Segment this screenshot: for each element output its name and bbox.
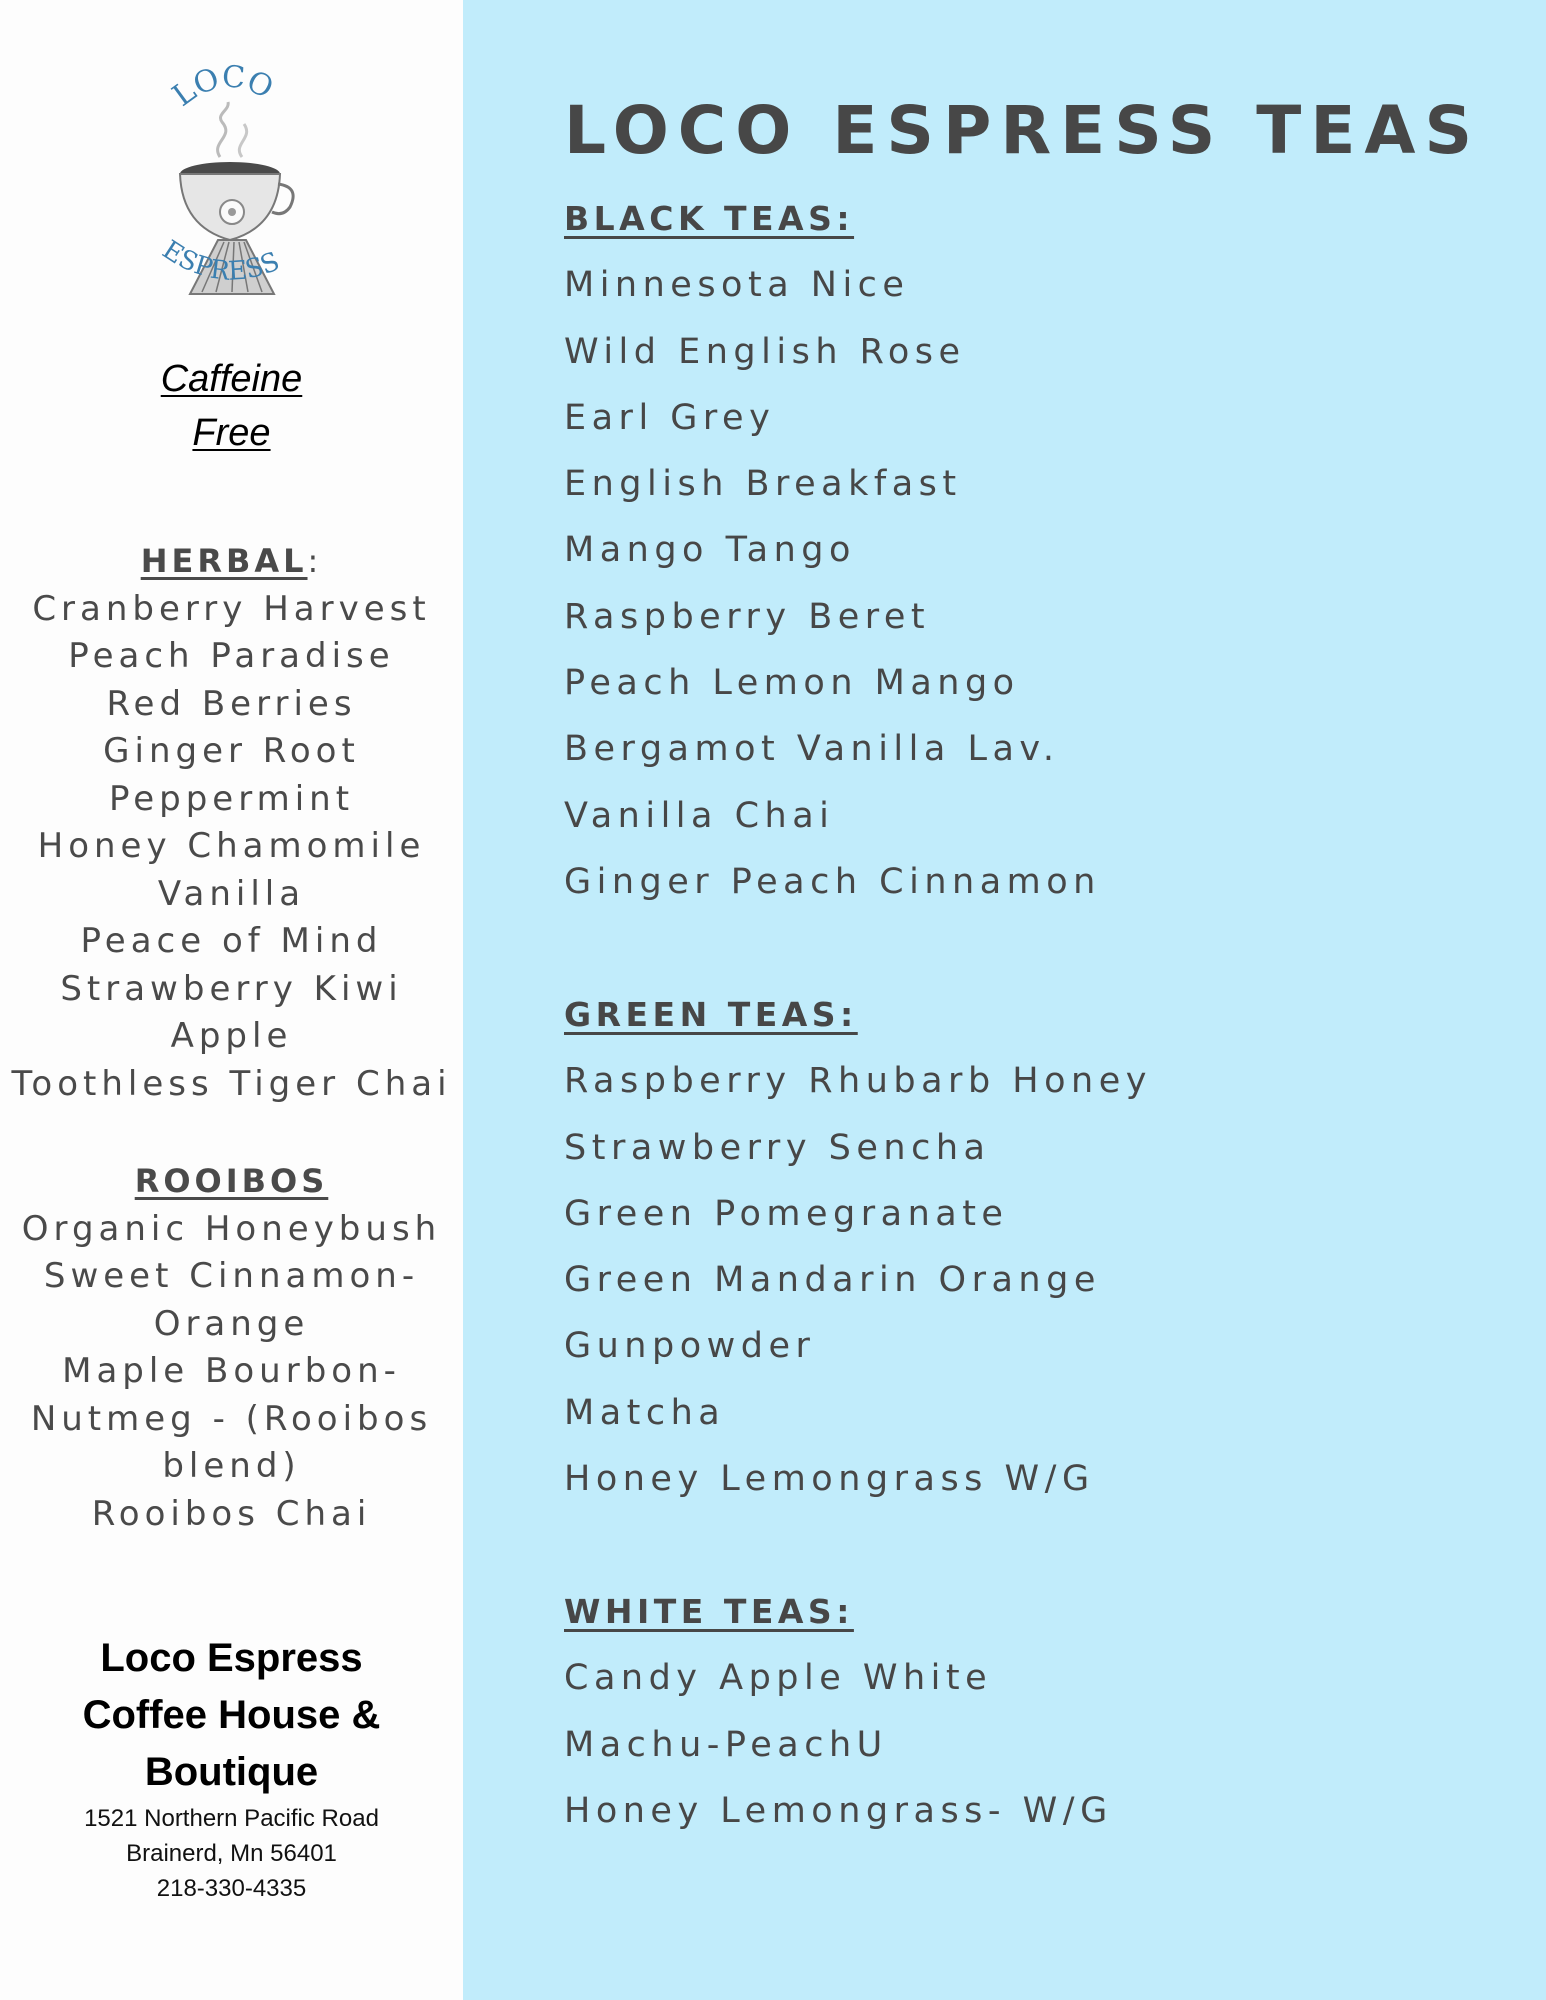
page-title: LOCO ESPRESS TEAS	[564, 92, 1482, 169]
caffeine-free-label	[0, 352, 463, 460]
list-item: Matcha	[564, 1392, 726, 1433]
green-teas-section	[564, 982, 1152, 1512]
list-item: Mango Tango	[564, 530, 856, 571]
shop-name-line: Coffee House &	[82, 1693, 381, 1737]
list-item: Honey Lemongrass- W/G	[564, 1790, 1113, 1831]
shop-name	[42, 1630, 422, 1801]
list-item: blend)	[162, 1446, 301, 1486]
list-item: Earl Grey	[564, 397, 776, 438]
list-item: Honey Chamomile	[37, 826, 426, 866]
list-item: Strawberry Kiwi	[60, 968, 403, 1009]
rooibos-heading: ROOIBOS	[134, 1162, 329, 1200]
list-item: Raspberry Beret	[564, 596, 931, 637]
list-item: Orange	[153, 1303, 310, 1344]
caffeine-free-line-1: Caffeine	[160, 358, 303, 400]
list-item: Strawberry Sencha	[564, 1127, 991, 1168]
shop-address: 1521 Northern Pacific Road	[84, 1805, 379, 1832]
list-item: Apple	[170, 1016, 293, 1056]
list-item: English Breakfast	[564, 464, 962, 505]
logo-top-text: LOCO	[166, 62, 279, 114]
list-item: Honey Lemongrass W/G	[564, 1459, 1095, 1500]
list-item: Wild English Rose	[564, 331, 966, 372]
list-item: Peppermint	[108, 778, 355, 819]
list-item: Peach Paradise	[68, 636, 395, 676]
shop-info	[0, 1630, 463, 1906]
list-item: Raspberry Rhubarb Honey	[564, 1061, 1152, 1102]
list-item: Ginger Root	[103, 731, 360, 771]
shop-name-line: Loco Espress	[100, 1636, 363, 1680]
list-item: Cranberry Harvest	[32, 588, 431, 629]
green-teas-heading: GREEN TEAS:	[564, 995, 858, 1034]
list-item: Rooibos Chai	[91, 1493, 372, 1534]
list-item: Organic Honeybush	[21, 1208, 442, 1249]
list-item: Toothless Tiger Chai	[11, 1063, 452, 1104]
list-item: Sweet Cinnamon-	[43, 1256, 420, 1296]
white-teas-heading: WHITE TEAS:	[564, 1592, 854, 1631]
black-teas-heading: BLACK TEAS:	[564, 199, 855, 238]
list-item: Green Mandarin Orange	[564, 1260, 1101, 1301]
list-item: Green Pomegranate	[564, 1193, 1009, 1234]
shop-name-line: Boutique	[144, 1750, 319, 1794]
list-item: Bergamot Vanilla Lav.	[564, 729, 1060, 770]
caffeine-free-line-2: Free	[192, 412, 271, 454]
list-item: Red Berries	[106, 683, 357, 724]
rooibos-list	[0, 1158, 463, 1538]
list-item: Maple Bourbon-	[62, 1351, 401, 1391]
list-item: Peach Lemon Mango	[564, 663, 1020, 704]
black-teas-section	[564, 186, 1101, 915]
logo-bottom-text: ESPRESS	[156, 235, 284, 287]
white-teas-section	[564, 1579, 1113, 1844]
list-item: Minnesota Nice	[564, 265, 910, 306]
loco-espress-logo	[150, 62, 315, 312]
list-item: Vanilla	[157, 873, 306, 914]
list-item: Machu-PeachU	[564, 1724, 888, 1765]
list-item: Ginger Peach Cinnamon	[564, 861, 1101, 902]
list-item: Gunpowder	[564, 1326, 816, 1367]
list-item: Vanilla Chai	[564, 795, 835, 836]
shop-city: Brainerd, Mn 56401	[126, 1840, 337, 1867]
list-item: Peace of Mind	[80, 921, 383, 961]
herbal-list	[0, 538, 463, 1108]
list-item: Candy Apple White	[564, 1658, 993, 1699]
shop-phone: 218-330-4335	[156, 1875, 307, 1902]
herbal-heading: HERBAL:	[140, 542, 323, 580]
left-column	[0, 0, 463, 2000]
list-item: Nutmeg - (Rooibos	[30, 1398, 433, 1439]
